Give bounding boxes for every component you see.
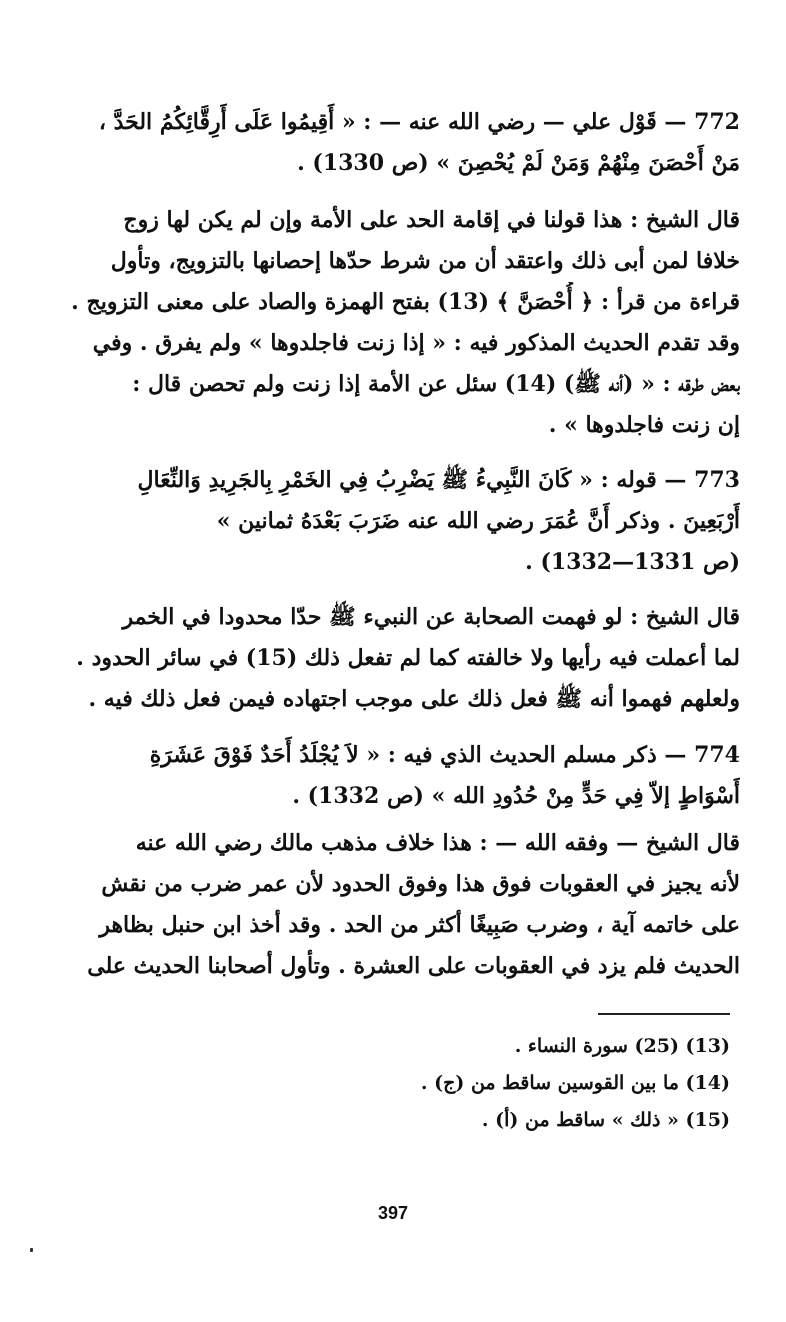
text-line: لأنه يجيز في العقوبات فوق هذا وفوق الحدود لأن عمر ضرب من نقش [101, 871, 740, 897]
footnotes [300, 1028, 730, 1139]
commentary-paragraph [50, 597, 740, 720]
entry-774 [50, 735, 740, 817]
entry-773 [50, 460, 740, 583]
text-line: قال الشيخ : هذا قولنا في إقامة الحد على الأمة وإن لم يكن لها زوج [123, 207, 740, 233]
text-line: 773 — قوله : « كَانَ النَّبِيءُ ﷺ يَضْرِبُ فِي الخَمْرِ بِالجَرِيدِ وَالنِّعَالِ [137, 467, 740, 493]
text-line: إن زنت فاجلدوها » . [548, 412, 740, 438]
page-number: 397 [377, 1203, 409, 1223]
text-line: قراءة من قرأ : ﴿ أُحْصَنَّ ﴾ (13) بفتح الهمزة والصاد على معنى التزويج . [71, 289, 740, 315]
footnote-13: (13) (25) سورة النساء . [514, 1035, 730, 1057]
text-line: أَسْوَاطٍ إلاّ فِي حَدٍّ مِنْ حُدُودِ الله » (ص 1332) . [292, 783, 740, 809]
text-line: 774 — ذكر مسلم الحديث الذي فيه : « لاَ يُجْلَدُ أَحَدٌ فَوْقَ عَشَرَةِ [149, 742, 740, 768]
footnote-14: (14) ما بين القوسين ساقط من (ج) . [420, 1072, 730, 1094]
text-line: ولعلهم فهموا أنه ﷺ فعل ذلك على موجب اجتهاده فيمن فعل ذلك فيه . [88, 686, 740, 712]
text-line: أَرْبَعِينَ . وذكر أَنَّ عُمَرَ رضي الله عنه ضَرَبَ بَعْدَهُ ثمانين » [216, 508, 740, 534]
scan-speck [30, 1248, 33, 1252]
text-line: خلافا لمن أبى ذلك واعتقد أن من شرط حدّها إحصانها بالتزويج، وتأول [110, 248, 740, 274]
text-line: قال الشيخ : لو فهمت الصحابة عن النبيء ﷺ حدّا محدودا في الخمر [122, 604, 740, 630]
commentary-paragraph [50, 823, 740, 987]
text-line: 772 — قَوْل علي — رضي الله عنه — : « أَقِيمُوا عَلَى أَرِقَّائِكُمُ الحَدَّ ، [98, 109, 740, 135]
text-line: الحديث فلم يزد في العقوبات على العشرة . وتأول أصحابنا الحديث على [87, 953, 740, 979]
text-line: بعض طرقه : « (أنه ﷺ) (14) سئل عن الأمة إذا زنت ولم تحصن قال : [132, 371, 740, 397]
footnote-15: (15) « ذلك » ساقط من (أ) . [481, 1109, 730, 1131]
text-line: (ص 1331—1332) . [525, 549, 740, 575]
commentary-paragraph [50, 200, 740, 446]
text-line: وقد تقدم الحديث المذكور فيه : « إذا زنت فاجلدوها » ولم يفرق . وفي [92, 330, 740, 356]
footnote-divider [598, 1013, 730, 1015]
entry-772 [50, 102, 740, 184]
text-line: لما أعملت فيه رأيها ولا خالفته كما لم تفعل ذلك (15) في سائر الحدود . [76, 645, 740, 671]
text-line: قال الشيخ — وفقه الله — : هذا خلاف مذهب مالك رضي الله عنه [135, 830, 740, 856]
text-line: مَنْ أَحْصَنَ مِنْهُمْ وَمَنْ لَمْ يُحْصِنَ » (ص 1330) . [297, 150, 740, 176]
text-line: على خاتمه آية ، وضرب صَبِيغًا أكثر من الحد . وقد أخذ ابن حنبل بظاهر [99, 912, 740, 938]
